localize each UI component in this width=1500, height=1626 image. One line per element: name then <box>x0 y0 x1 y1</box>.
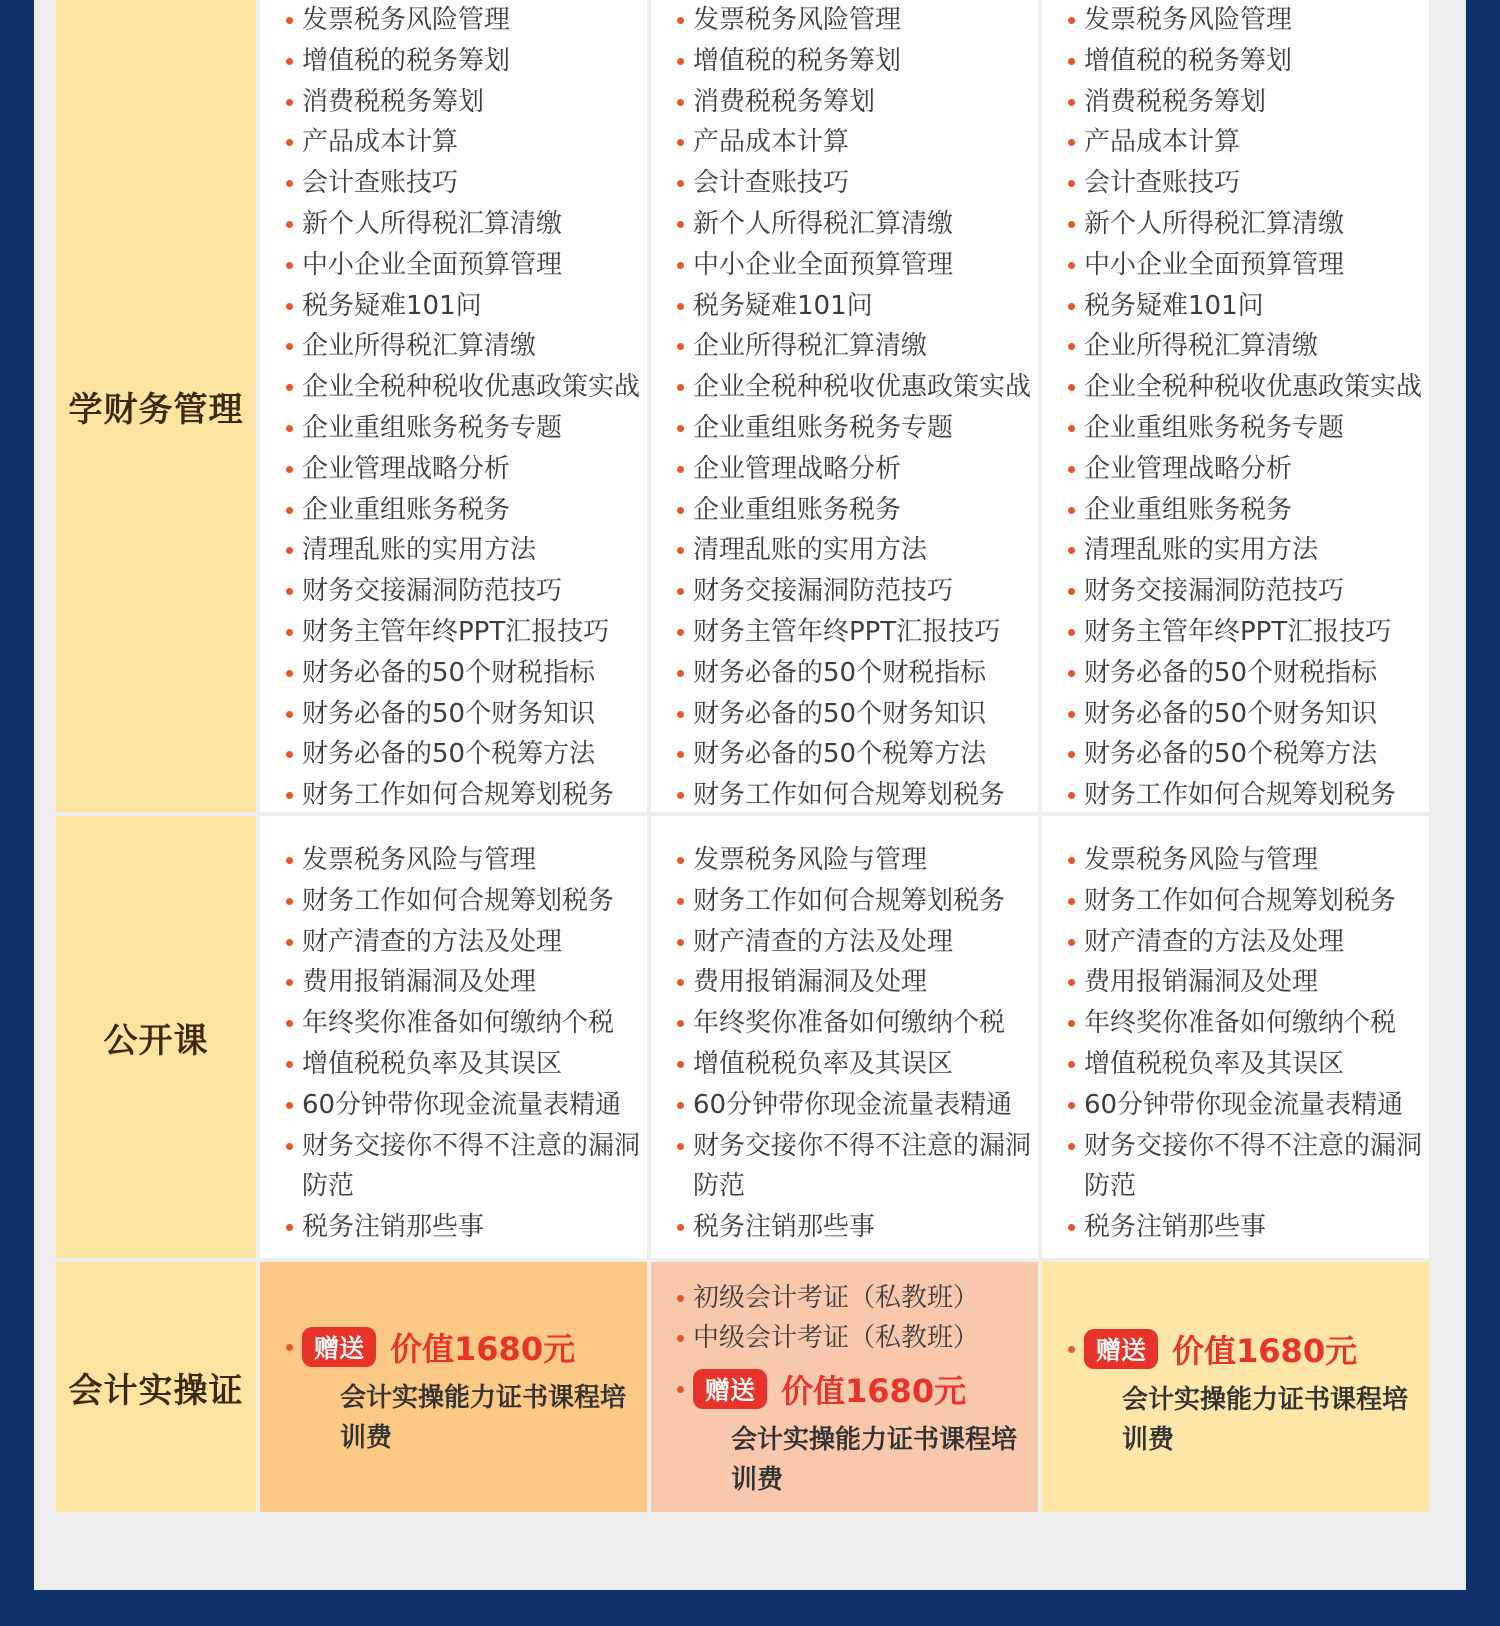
gift-description: 会计实操能力证书课程培训费 <box>340 1383 627 1453</box>
open-course-item: 增值税税负率及其误区 <box>1064 1044 1429 1085</box>
open-course-item: 财产清查的方法及处理 <box>673 922 1038 963</box>
open-course-item: 财务交接你不得不注意的漏洞防范 <box>1064 1126 1429 1208</box>
gift-badge: 赠送 <box>693 1369 767 1409</box>
finance-topic-item: 企业全税种税收优惠政策实战 <box>282 367 647 408</box>
finance-topic-item: 中小企业全面预算管理 <box>282 245 647 286</box>
gift-value: 价值1680元 <box>781 1372 967 1410</box>
certificate-col-2 <box>651 1262 1038 1512</box>
exam-course-item: 中级会计考证（私教班） <box>673 1318 1038 1358</box>
open-course-item: 税务注销那些事 <box>282 1207 647 1248</box>
certificate-col-1 <box>260 1262 647 1512</box>
row-label-text: 学财务管理 <box>68 389 244 430</box>
gift-badge: 赠送 <box>1084 1329 1158 1369</box>
open-course-item: 税务注销那些事 <box>673 1207 1038 1248</box>
finance-topic-item: 产品成本计算 <box>282 122 647 163</box>
finance-topic-item: 财务必备的50个财税指标 <box>1064 653 1429 694</box>
open-course-item: 60分钟带你现金流量表精通 <box>1064 1085 1429 1126</box>
finance-topic-item: 企业所得税汇算清缴 <box>1064 326 1429 367</box>
gift-line <box>282 1324 647 1370</box>
finance-topic-item: 发票税务风险管理 <box>282 0 647 41</box>
open-course-item: 年终奖你准备如何缴纳个税 <box>673 1003 1038 1044</box>
finance-topic-item: 税务疑难101问 <box>673 286 1038 327</box>
row-label-finance <box>56 0 256 812</box>
finance-topic-item: 企业全税种税收优惠政策实战 <box>1064 367 1429 408</box>
finance-topic-list <box>1042 0 1429 816</box>
finance-topic-item: 财务必备的50个税筹方法 <box>673 734 1038 775</box>
finance-topic-item: 中小企业全面预算管理 <box>1064 245 1429 286</box>
finance-topic-item: 会计查账技巧 <box>673 163 1038 204</box>
open-course-col-3 <box>1042 816 1429 1258</box>
open-course-item: 税务注销那些事 <box>1064 1207 1429 1248</box>
finance-topic-item: 企业全税种税收优惠政策实战 <box>673 367 1038 408</box>
finance-topic-item: 税务疑难101问 <box>282 286 647 327</box>
open-course-item: 财务工作如何合规筹划税务 <box>673 881 1038 922</box>
finance-topic-item: 消费税税务筹划 <box>282 82 647 123</box>
finance-topic-item: 财务主管年终PPT汇报技巧 <box>282 612 647 653</box>
open-course-item: 费用报销漏洞及处理 <box>1064 962 1429 1003</box>
finance-topic-item: 财务工作如何合规筹划税务 <box>282 775 647 816</box>
open-course-item: 增值税税负率及其误区 <box>673 1044 1038 1085</box>
finance-col-1 <box>260 0 647 812</box>
finance-topic-item: 企业重组账务税务 <box>1064 490 1429 531</box>
finance-topic-item: 财务必备的50个税筹方法 <box>1064 734 1429 775</box>
open-course-list <box>1042 840 1429 1248</box>
row-label-text: 会计实操证 <box>68 1370 244 1411</box>
finance-topic-item: 产品成本计算 <box>673 122 1038 163</box>
finance-topic-item: 企业重组账务税务 <box>282 490 647 531</box>
open-course-col-2 <box>651 816 1038 1258</box>
finance-topic-item: 发票税务风险管理 <box>673 0 1038 41</box>
finance-topic-item: 产品成本计算 <box>1064 122 1429 163</box>
finance-topic-item: 财务必备的50个财务知识 <box>1064 694 1429 735</box>
finance-topic-item: 企业管理战略分析 <box>282 449 647 490</box>
open-course-item: 发票税务风险与管理 <box>282 840 647 881</box>
finance-topic-item: 财务必备的50个税筹方法 <box>282 734 647 775</box>
exam-course-list <box>673 1278 1038 1358</box>
row-label-certificate <box>56 1262 256 1512</box>
open-course-item: 发票税务风险与管理 <box>673 840 1038 881</box>
finance-topic-item: 消费税税务筹划 <box>1064 82 1429 123</box>
finance-topic-item: 企业重组账务税务 <box>673 490 1038 531</box>
finance-topic-item: 企业所得税汇算清缴 <box>673 326 1038 367</box>
comparison-panel <box>34 0 1466 1590</box>
finance-topic-item: 发票税务风险管理 <box>1064 0 1429 41</box>
finance-topic-item: 新个人所得税汇算清缴 <box>282 204 647 245</box>
finance-topic-item: 增值税的税务筹划 <box>282 41 647 82</box>
finance-topic-list <box>651 0 1038 816</box>
finance-topic-item: 企业重组账务税务专题 <box>282 408 647 449</box>
finance-topic-item: 会计查账技巧 <box>1064 163 1429 204</box>
open-course-item: 60分钟带你现金流量表精通 <box>673 1085 1038 1126</box>
finance-topic-item: 财务交接漏洞防范技巧 <box>673 571 1038 612</box>
finance-topic-item: 清理乱账的实用方法 <box>282 530 647 571</box>
finance-topic-item: 企业管理战略分析 <box>673 449 1038 490</box>
open-course-item: 费用报销漏洞及处理 <box>673 962 1038 1003</box>
finance-topic-list <box>260 0 647 816</box>
gift-description: 会计实操能力证书课程培训费 <box>1122 1385 1409 1455</box>
finance-topic-item: 企业所得税汇算清缴 <box>282 326 647 367</box>
finance-topic-item: 企业重组账务税务专题 <box>673 408 1038 449</box>
finance-topic-item: 财务交接漏洞防范技巧 <box>282 571 647 612</box>
open-course-list <box>260 840 647 1248</box>
finance-topic-item: 清理乱账的实用方法 <box>1064 530 1429 571</box>
finance-topic-item: 增值税的税务筹划 <box>673 41 1038 82</box>
open-course-item: 增值税税负率及其误区 <box>282 1044 647 1085</box>
finance-topic-item: 财务必备的50个财务知识 <box>282 694 647 735</box>
finance-topic-item: 企业重组账务税务专题 <box>1064 408 1429 449</box>
open-course-item: 财产清查的方法及处理 <box>1064 922 1429 963</box>
finance-topic-item: 清理乱账的实用方法 <box>673 530 1038 571</box>
finance-col-3 <box>1042 0 1429 812</box>
open-course-list <box>651 840 1038 1248</box>
gift-line <box>673 1366 1038 1412</box>
gift-badge: 赠送 <box>302 1327 376 1367</box>
finance-topic-item: 新个人所得税汇算清缴 <box>673 204 1038 245</box>
finance-topic-item: 会计查账技巧 <box>282 163 647 204</box>
finance-topic-item: 财务必备的50个财税指标 <box>673 653 1038 694</box>
open-course-item: 财务工作如何合规筹划税务 <box>282 881 647 922</box>
finance-topic-item: 中小企业全面预算管理 <box>673 245 1038 286</box>
finance-topic-item: 财务工作如何合规筹划税务 <box>673 775 1038 816</box>
finance-topic-item: 财务工作如何合规筹划税务 <box>1064 775 1429 816</box>
finance-topic-item: 财务主管年终PPT汇报技巧 <box>673 612 1038 653</box>
open-course-item: 财务工作如何合规筹划税务 <box>1064 881 1429 922</box>
finance-topic-item: 财务主管年终PPT汇报技巧 <box>1064 612 1429 653</box>
open-course-col-1 <box>260 816 647 1258</box>
gift-description: 会计实操能力证书课程培训费 <box>731 1425 1018 1495</box>
certificate-col-3 <box>1042 1262 1429 1512</box>
finance-topic-item: 新个人所得税汇算清缴 <box>1064 204 1429 245</box>
row-label-text: 公开课 <box>103 1020 209 1061</box>
exam-course-item: 初级会计考证（私教班） <box>673 1278 1038 1318</box>
finance-col-2 <box>651 0 1038 812</box>
open-course-item: 费用报销漏洞及处理 <box>282 962 647 1003</box>
open-course-item: 年终奖你准备如何缴纳个税 <box>1064 1003 1429 1044</box>
gift-value: 价值1680元 <box>390 1330 576 1368</box>
open-course-item: 财务交接你不得不注意的漏洞防范 <box>282 1126 647 1208</box>
open-course-item: 60分钟带你现金流量表精通 <box>282 1085 647 1126</box>
gift-value: 价值1680元 <box>1172 1332 1358 1370</box>
finance-topic-item: 财务交接漏洞防范技巧 <box>1064 571 1429 612</box>
gift-line <box>1064 1326 1429 1372</box>
finance-topic-item: 企业管理战略分析 <box>1064 449 1429 490</box>
finance-topic-item: 财务必备的50个财税指标 <box>282 653 647 694</box>
finance-topic-item: 增值税的税务筹划 <box>1064 41 1429 82</box>
finance-topic-item: 税务疑难101问 <box>1064 286 1429 327</box>
row-label-open-course <box>56 816 256 1258</box>
open-course-item: 财务交接你不得不注意的漏洞防范 <box>673 1126 1038 1208</box>
finance-topic-item: 消费税税务筹划 <box>673 82 1038 123</box>
open-course-item: 年终奖你准备如何缴纳个税 <box>282 1003 647 1044</box>
finance-topic-item: 财务必备的50个财务知识 <box>673 694 1038 735</box>
open-course-item: 发票税务风险与管理 <box>1064 840 1429 881</box>
open-course-item: 财产清查的方法及处理 <box>282 922 647 963</box>
